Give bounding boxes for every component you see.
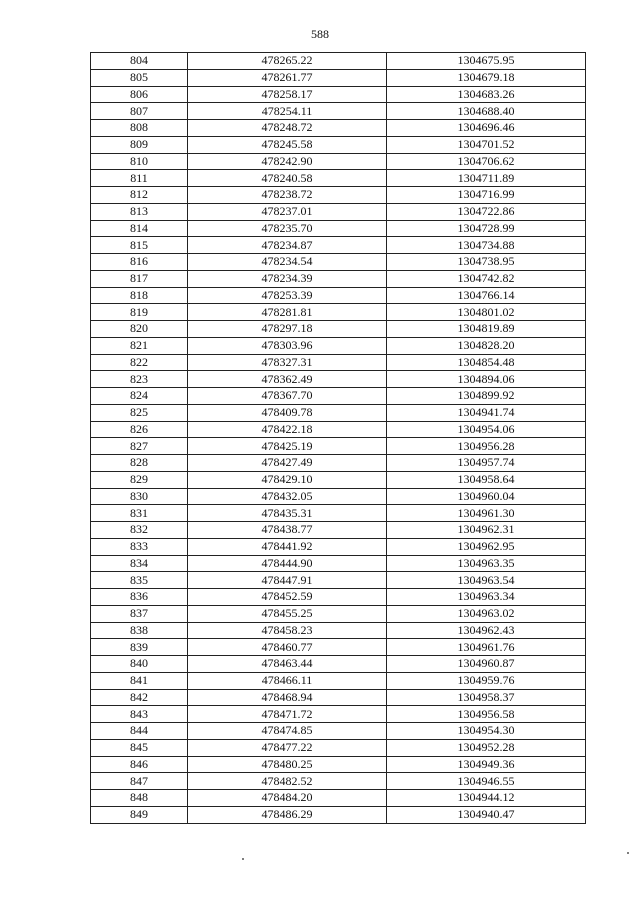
table-row: [91, 153, 586, 170]
y-coordinate-cell: 1304960.04: [387, 488, 586, 505]
y-coordinate-cell: 1304940.47: [387, 806, 586, 823]
x-coordinate-cell: 478281.81: [188, 304, 387, 321]
y-coordinate-cell: 1304954.30: [387, 723, 586, 740]
y-coordinate-cell: 1304954.06: [387, 421, 586, 438]
point-number-cell: 826: [91, 421, 188, 438]
table-row: [91, 605, 586, 622]
y-coordinate-cell: 1304958.37: [387, 689, 586, 706]
coordinate-table: [90, 52, 586, 824]
x-coordinate-cell: 478238.72: [188, 187, 387, 204]
y-coordinate-cell: 1304941.74: [387, 404, 586, 421]
table-row: [91, 86, 586, 103]
x-coordinate-cell: 478237.01: [188, 203, 387, 220]
y-coordinate-cell: 1304696.46: [387, 120, 586, 137]
table-row: [91, 656, 586, 673]
point-number-cell: 836: [91, 589, 188, 606]
point-number-cell: 814: [91, 220, 188, 237]
x-coordinate-cell: 478297.18: [188, 321, 387, 338]
table-row: [91, 773, 586, 790]
point-number-cell: 827: [91, 438, 188, 455]
table-row: [91, 421, 586, 438]
table-row: [91, 237, 586, 254]
x-coordinate-cell: 478234.87: [188, 237, 387, 254]
point-number-cell: 845: [91, 739, 188, 756]
x-coordinate-cell: 478452.59: [188, 589, 387, 606]
point-number-cell: 837: [91, 605, 188, 622]
y-coordinate-cell: 1304766.14: [387, 287, 586, 304]
table-row: [91, 53, 586, 70]
table-row: [91, 170, 586, 187]
point-number-cell: 838: [91, 622, 188, 639]
table-row: [91, 103, 586, 120]
point-number-cell: 819: [91, 304, 188, 321]
point-number-cell: 839: [91, 639, 188, 656]
table-row: [91, 321, 586, 338]
table-row: [91, 706, 586, 723]
table-row: [91, 756, 586, 773]
x-coordinate-cell: 478466.11: [188, 672, 387, 689]
point-number-cell: 813: [91, 203, 188, 220]
y-coordinate-cell: 1304711.89: [387, 170, 586, 187]
table-row: [91, 739, 586, 756]
x-coordinate-cell: 478242.90: [188, 153, 387, 170]
y-coordinate-cell: 1304963.34: [387, 589, 586, 606]
x-coordinate-cell: 478427.49: [188, 455, 387, 472]
point-number-cell: 834: [91, 555, 188, 572]
y-coordinate-cell: 1304683.26: [387, 86, 586, 103]
x-coordinate-cell: 478422.18: [188, 421, 387, 438]
table-row: [91, 203, 586, 220]
table-row: [91, 455, 586, 472]
point-number-cell: 841: [91, 672, 188, 689]
y-coordinate-cell: 1304801.02: [387, 304, 586, 321]
table-row: [91, 120, 586, 137]
table-row: [91, 438, 586, 455]
x-coordinate-cell: 478474.85: [188, 723, 387, 740]
x-coordinate-cell: 478486.29: [188, 806, 387, 823]
point-number-cell: 807: [91, 103, 188, 120]
table-row: [91, 404, 586, 421]
coordinate-table-body: [91, 53, 586, 824]
point-number-cell: 849: [91, 806, 188, 823]
x-coordinate-cell: 478432.05: [188, 488, 387, 505]
y-coordinate-cell: 1304688.40: [387, 103, 586, 120]
point-number-cell: 848: [91, 790, 188, 807]
x-coordinate-cell: 478463.44: [188, 656, 387, 673]
point-number-cell: 817: [91, 270, 188, 287]
x-coordinate-cell: 478484.20: [188, 790, 387, 807]
table-row: [91, 723, 586, 740]
x-coordinate-cell: 478425.19: [188, 438, 387, 455]
table-row: [91, 388, 586, 405]
point-number-cell: 832: [91, 522, 188, 539]
point-number-cell: 829: [91, 471, 188, 488]
table-row: [91, 538, 586, 555]
table-row: [91, 187, 586, 204]
point-number-cell: 821: [91, 337, 188, 354]
table-row: [91, 790, 586, 807]
x-coordinate-cell: 478429.10: [188, 471, 387, 488]
table-row: [91, 337, 586, 354]
point-number-cell: 816: [91, 254, 188, 271]
point-number-cell: 847: [91, 773, 188, 790]
y-coordinate-cell: 1304952.28: [387, 739, 586, 756]
x-coordinate-cell: 478253.39: [188, 287, 387, 304]
y-coordinate-cell: 1304828.20: [387, 337, 586, 354]
y-coordinate-cell: 1304675.95: [387, 53, 586, 70]
y-coordinate-cell: 1304963.02: [387, 605, 586, 622]
point-number-cell: 825: [91, 404, 188, 421]
x-coordinate-cell: 478441.92: [188, 538, 387, 555]
point-number-cell: 824: [91, 388, 188, 405]
y-coordinate-cell: 1304819.89: [387, 321, 586, 338]
y-coordinate-cell: 1304949.36: [387, 756, 586, 773]
table-row: [91, 672, 586, 689]
table-row: [91, 270, 586, 287]
table-row: [91, 555, 586, 572]
y-coordinate-cell: 1304722.86: [387, 203, 586, 220]
x-coordinate-cell: 478362.49: [188, 371, 387, 388]
table-row: [91, 220, 586, 237]
table-row: [91, 572, 586, 589]
point-number-cell: 840: [91, 656, 188, 673]
y-coordinate-cell: 1304946.55: [387, 773, 586, 790]
y-coordinate-cell: 1304701.52: [387, 136, 586, 153]
point-number-cell: 808: [91, 120, 188, 137]
table-row: [91, 136, 586, 153]
table-row: [91, 304, 586, 321]
x-coordinate-cell: 478367.70: [188, 388, 387, 405]
table-row: [91, 522, 586, 539]
x-coordinate-cell: 478235.70: [188, 220, 387, 237]
x-coordinate-cell: 478480.25: [188, 756, 387, 773]
y-coordinate-cell: 1304894.06: [387, 371, 586, 388]
x-coordinate-cell: 478435.31: [188, 505, 387, 522]
x-coordinate-cell: 478254.11: [188, 103, 387, 120]
table-row: [91, 505, 586, 522]
y-coordinate-cell: 1304738.95: [387, 254, 586, 271]
page-number: 588: [311, 27, 329, 41]
y-coordinate-cell: 1304956.28: [387, 438, 586, 455]
y-coordinate-cell: 1304854.48: [387, 354, 586, 371]
table-row: [91, 622, 586, 639]
x-coordinate-cell: 478248.72: [188, 120, 387, 137]
point-number-cell: 810: [91, 153, 188, 170]
y-coordinate-cell: 1304963.35: [387, 555, 586, 572]
y-coordinate-cell: 1304962.31: [387, 522, 586, 539]
x-coordinate-cell: 478455.25: [188, 605, 387, 622]
x-coordinate-cell: 478258.17: [188, 86, 387, 103]
x-coordinate-cell: 478327.31: [188, 354, 387, 371]
x-coordinate-cell: 478245.58: [188, 136, 387, 153]
y-coordinate-cell: 1304960.87: [387, 656, 586, 673]
table-row: [91, 806, 586, 823]
table-row: [91, 254, 586, 271]
table-row: [91, 69, 586, 86]
point-number-cell: 812: [91, 187, 188, 204]
x-coordinate-cell: 478234.54: [188, 254, 387, 271]
x-coordinate-cell: 478458.23: [188, 622, 387, 639]
x-coordinate-cell: 478460.77: [188, 639, 387, 656]
y-coordinate-cell: 1304716.99: [387, 187, 586, 204]
y-coordinate-cell: 1304963.54: [387, 572, 586, 589]
point-number-cell: 833: [91, 538, 188, 555]
x-coordinate-cell: 478482.52: [188, 773, 387, 790]
point-number-cell: 823: [91, 371, 188, 388]
x-coordinate-cell: 478477.22: [188, 739, 387, 756]
point-number-cell: 805: [91, 69, 188, 86]
table-row: [91, 589, 586, 606]
y-coordinate-cell: 1304959.76: [387, 672, 586, 689]
y-coordinate-cell: 1304962.43: [387, 622, 586, 639]
table-row: [91, 639, 586, 656]
table-row: [91, 488, 586, 505]
x-coordinate-cell: 478409.78: [188, 404, 387, 421]
y-coordinate-cell: 1304742.82: [387, 270, 586, 287]
y-coordinate-cell: 1304956.58: [387, 706, 586, 723]
point-number-cell: 835: [91, 572, 188, 589]
y-coordinate-cell: 1304962.95: [387, 538, 586, 555]
table-row: [91, 287, 586, 304]
point-number-cell: 843: [91, 706, 188, 723]
x-coordinate-cell: 478471.72: [188, 706, 387, 723]
x-coordinate-cell: 478468.94: [188, 689, 387, 706]
y-coordinate-cell: 1304899.92: [387, 388, 586, 405]
point-number-cell: 842: [91, 689, 188, 706]
point-number-cell: 831: [91, 505, 188, 522]
y-coordinate-cell: 1304944.12: [387, 790, 586, 807]
x-coordinate-cell: 478265.22: [188, 53, 387, 70]
point-number-cell: 830: [91, 488, 188, 505]
y-coordinate-cell: 1304679.18: [387, 69, 586, 86]
y-coordinate-cell: 1304957.74: [387, 455, 586, 472]
point-number-cell: 815: [91, 237, 188, 254]
point-number-cell: 828: [91, 455, 188, 472]
scan-speck: [242, 858, 244, 860]
point-number-cell: 811: [91, 170, 188, 187]
point-number-cell: 809: [91, 136, 188, 153]
y-coordinate-cell: 1304961.30: [387, 505, 586, 522]
table-row: [91, 689, 586, 706]
point-number-cell: 822: [91, 354, 188, 371]
table-row: [91, 354, 586, 371]
x-coordinate-cell: 478261.77: [188, 69, 387, 86]
x-coordinate-cell: 478447.91: [188, 572, 387, 589]
table-row: [91, 371, 586, 388]
point-number-cell: 804: [91, 53, 188, 70]
point-number-cell: 820: [91, 321, 188, 338]
y-coordinate-cell: 1304728.99: [387, 220, 586, 237]
x-coordinate-cell: 478234.39: [188, 270, 387, 287]
y-coordinate-cell: 1304961.76: [387, 639, 586, 656]
y-coordinate-cell: 1304706.62: [387, 153, 586, 170]
scan-speck: [627, 852, 629, 854]
y-coordinate-cell: 1304734.88: [387, 237, 586, 254]
y-coordinate-cell: 1304958.64: [387, 471, 586, 488]
x-coordinate-cell: 478438.77: [188, 522, 387, 539]
x-coordinate-cell: 478303.96: [188, 337, 387, 354]
x-coordinate-cell: 478240.58: [188, 170, 387, 187]
table-row: [91, 471, 586, 488]
x-coordinate-cell: 478444.90: [188, 555, 387, 572]
point-number-cell: 818: [91, 287, 188, 304]
point-number-cell: 844: [91, 723, 188, 740]
point-number-cell: 806: [91, 86, 188, 103]
point-number-cell: 846: [91, 756, 188, 773]
